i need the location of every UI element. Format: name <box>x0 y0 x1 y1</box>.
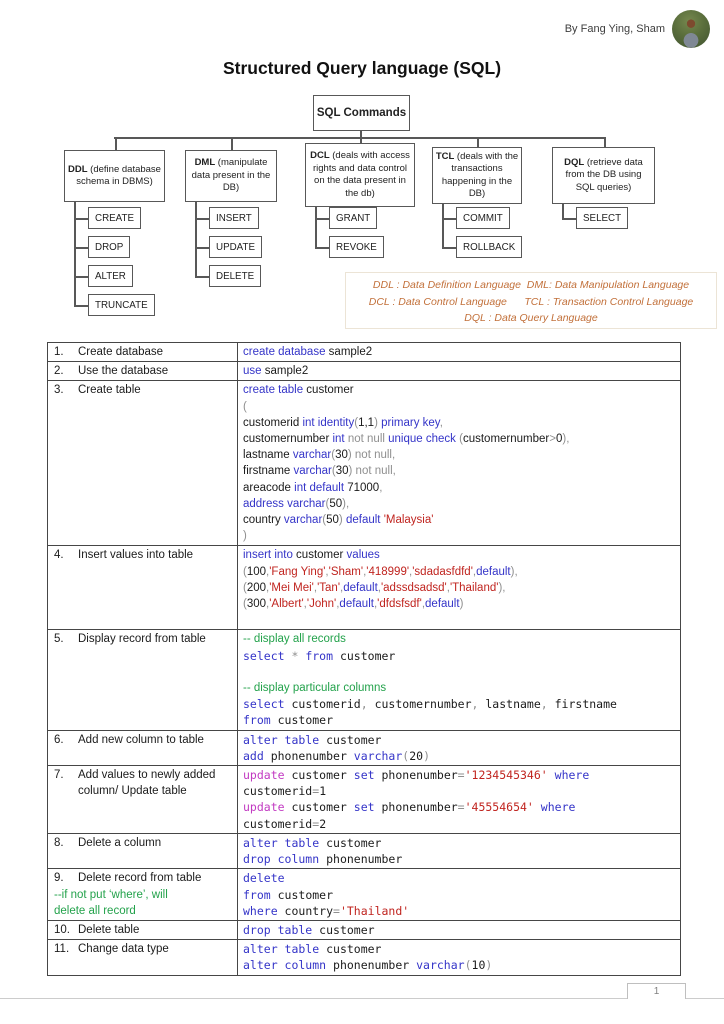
code-line: customerid=1 <box>243 784 327 799</box>
task-cell <box>48 362 238 380</box>
code-line: add phonenumber varchar(20) <box>243 748 430 763</box>
table-row <box>48 630 680 730</box>
code-cell <box>238 731 680 765</box>
node-insert: INSERT <box>209 207 259 229</box>
category-ddl <box>64 150 165 202</box>
code-line: -- display all records <box>243 633 346 646</box>
code-line: alter table customer <box>243 835 382 850</box>
connector-line <box>74 247 88 249</box>
task-label: Create database <box>78 346 164 358</box>
connector-line <box>195 247 209 249</box>
task-label: Delete a column <box>78 836 162 849</box>
code-line: select customerid, customernumber, lastname, firstname <box>243 697 617 712</box>
node-update: UPDATE <box>209 236 262 258</box>
node-commit: COMMIT <box>456 207 510 229</box>
node-drop: DROP <box>88 236 130 258</box>
row-number: 4. <box>54 549 64 562</box>
connector-line <box>195 218 209 220</box>
code-line: drop column phonenumber <box>243 852 403 867</box>
connector-line <box>315 207 317 247</box>
task-first-line <box>54 344 233 360</box>
code-cell <box>238 362 680 380</box>
code-line: firstname varchar(30) not null, <box>243 465 396 478</box>
footer-divider <box>0 998 724 999</box>
row-number: 1. <box>54 346 64 358</box>
connector-line <box>442 204 444 247</box>
code-line: delete <box>243 871 285 886</box>
connector-line <box>115 137 117 150</box>
code-line: customerid=2 <box>243 816 327 831</box>
commands-table <box>47 342 681 976</box>
code-line: use sample2 <box>243 365 309 378</box>
code-line: create table customer <box>243 384 354 397</box>
code-cell <box>238 834 680 868</box>
task-label: Create table <box>78 384 141 397</box>
code-line: insert into customer values <box>243 549 380 562</box>
legend-line: DCL : Data Control Language TCL : Transaction Control Language <box>368 295 694 308</box>
code-cell <box>238 940 680 974</box>
code-cell <box>238 381 680 545</box>
code-line: areacode int default 71000, <box>243 481 383 494</box>
legend-line: DQL : Data Query Language <box>464 312 598 324</box>
node-revoke: REVOKE <box>329 236 384 258</box>
task-cell <box>48 630 238 729</box>
code-cell <box>238 869 680 920</box>
code-line: customernumber int not null unique check (customernumber>0), <box>243 433 570 446</box>
code-line: update customer set phonenumber='45554654' where <box>243 800 576 815</box>
code-line: ) <box>243 530 247 543</box>
connector-line <box>604 137 606 147</box>
task-cell <box>48 869 238 920</box>
connector-line <box>442 218 456 220</box>
task-first-line <box>54 382 233 398</box>
category-acronym: DCL <box>310 150 330 161</box>
table-row <box>48 766 680 834</box>
node-alter: ALTER <box>88 265 133 287</box>
code-cell <box>238 766 680 833</box>
code-line: -- display particular columns <box>243 682 387 695</box>
task-first-line <box>54 631 233 647</box>
connector-line <box>562 218 576 220</box>
task-cell <box>48 731 238 765</box>
legend-box <box>345 272 717 329</box>
code-line: (300,'Albert','John',default,'dfdsfsdf',default) <box>243 598 464 611</box>
page-title: Structured Query language (SQL) <box>222 58 502 78</box>
code-line: lastname varchar(30) not null, <box>243 449 396 462</box>
node-select: SELECT <box>576 207 628 229</box>
connector-line <box>74 305 88 307</box>
category-desc: (define database schema in DBMS) <box>76 163 161 187</box>
code-cell <box>238 546 680 629</box>
table-row <box>48 834 680 869</box>
code-line: customerid int identity(1,1) primary key, <box>243 416 443 429</box>
code-line: address varchar(50), <box>243 497 350 510</box>
task-cell <box>48 921 238 939</box>
row-number: 9. <box>54 872 64 885</box>
table-row <box>48 381 680 546</box>
table-row <box>48 343 680 362</box>
code-line <box>243 612 678 628</box>
row-number: 10. <box>54 923 70 936</box>
category-desc: (retrieve data from the DB using SQL queries) <box>565 156 643 193</box>
task-first-line <box>54 922 233 938</box>
task-label: Use the database <box>78 365 169 378</box>
code-line: create database sample2 <box>243 346 373 358</box>
task-label: Add new column to table <box>78 733 204 746</box>
category-desc: (manipulate data present in the DB) <box>191 157 271 194</box>
table-row <box>48 940 680 974</box>
row-number: 11. <box>54 943 70 956</box>
task-first-line <box>54 870 233 886</box>
byline-text: By Fang Ying, Sham <box>564 23 665 35</box>
node-delete: DELETE <box>209 265 261 287</box>
category-dcl <box>305 143 415 207</box>
code-line: from customer <box>243 713 334 728</box>
code-line: from customer <box>243 887 334 902</box>
task-label: Display record from table <box>78 633 206 646</box>
connector-line <box>195 202 197 276</box>
code-cell <box>238 343 680 361</box>
connector-line <box>315 218 329 220</box>
task-label: Add values to newly added column/ Update table <box>78 769 216 798</box>
row-number: 7. <box>54 769 64 782</box>
legend-line: DDL : Data Definition Language DML: Data Manipulation Language <box>372 279 690 291</box>
connector-line <box>477 137 479 147</box>
task-label: Change data type <box>78 943 169 956</box>
category-dml <box>185 150 277 202</box>
code-line: (100,'Fang Ying','Sham','418999','sdadasfdfd',default), <box>243 565 518 578</box>
table-row <box>48 362 680 381</box>
connector-line <box>114 137 604 139</box>
task-cell <box>48 546 238 629</box>
category-dql <box>552 147 655 204</box>
table-row <box>48 731 680 766</box>
connector-line <box>442 247 456 249</box>
table-row <box>48 546 680 630</box>
table-row <box>48 869 680 921</box>
page-number: 1 <box>627 983 686 999</box>
connector-line <box>74 202 76 305</box>
category-acronym: DQL <box>564 156 585 168</box>
task-label: Delete table <box>78 923 140 936</box>
node-truncate: TRUNCATE <box>88 294 155 316</box>
task-label: Delete record from table <box>78 872 202 885</box>
connector-line <box>74 276 88 278</box>
code-line: select * from customer <box>243 648 396 663</box>
node-create: CREATE <box>88 207 141 229</box>
connector-line <box>195 276 209 278</box>
task-note: --if not put ‘where’, will <box>54 888 168 901</box>
code-line: alter column phonenumber varchar(10) <box>243 958 493 973</box>
code-cell <box>238 921 680 939</box>
task-label: Insert values into table <box>78 549 194 562</box>
task-first-line <box>54 732 233 748</box>
code-line: country varchar(50) default 'Malaysia' <box>243 514 434 527</box>
task-cell <box>48 834 238 868</box>
task-first-line <box>54 767 233 799</box>
code-line: alter table customer <box>243 732 382 747</box>
task-cell <box>48 940 238 974</box>
category-desc: (deals with access rights and data control on the data present in the db) <box>312 150 410 199</box>
task-first-line <box>54 941 233 957</box>
connector-line <box>315 247 329 249</box>
code-line: ( <box>243 400 247 413</box>
category-acronym: DML <box>194 157 216 169</box>
node-grant: GRANT <box>329 207 377 229</box>
code-cell <box>238 630 680 729</box>
row-number: 8. <box>54 836 64 849</box>
task-first-line <box>54 547 233 563</box>
code-line: where country='Thailand' <box>243 903 410 918</box>
task-first-line <box>54 835 233 851</box>
root-node: SQL Commands <box>313 95 410 131</box>
connector-line <box>231 137 233 150</box>
row-number: 5. <box>54 633 64 646</box>
task-first-line <box>54 363 233 379</box>
task-cell <box>48 381 238 545</box>
row-number: 6. <box>54 733 64 746</box>
category-acronym: DDL <box>68 163 88 175</box>
category-tcl <box>432 147 522 204</box>
code-line: (200,'Mei Mei','Tan',default,'adssdsadsd','Thailand'), <box>243 581 506 594</box>
row-number: 3. <box>54 384 64 397</box>
category-acronym: TCL <box>435 150 455 162</box>
code-line: update customer set phonenumber='1234545346' where <box>243 768 590 783</box>
code-line: alter table customer <box>243 942 382 957</box>
task-cell <box>48 766 238 833</box>
category-desc: (deals with the transactions happening in the DB) <box>441 150 519 199</box>
task-cell <box>48 343 238 361</box>
connector-line <box>74 218 88 220</box>
row-number: 2. <box>54 365 64 378</box>
node-rollback: ROLLBACK <box>456 236 522 258</box>
code-line: drop table customer <box>243 922 375 937</box>
sql-commands-diagram <box>0 0 724 340</box>
task-note: delete all record <box>54 904 136 917</box>
connector-line <box>562 204 564 218</box>
code-line <box>243 664 678 680</box>
table-row <box>48 921 680 940</box>
